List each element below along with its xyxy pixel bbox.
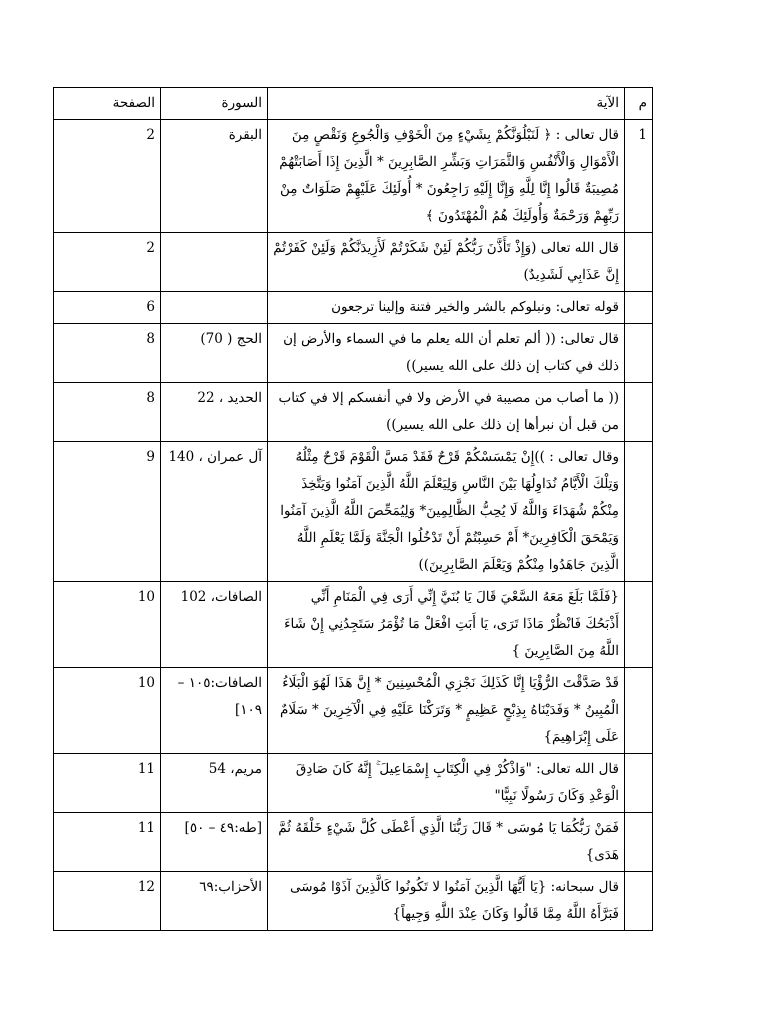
- verse-text: وقال تعالى : ))إِنْ يَمْسَسْكُمْ قَرْحٌ فَقَدْ مَسَّ الْقَوْمَ قَرْحٌ مِثْلُهُ وَتِلْكَ الْأَيَّامُ نُدَاوِلُهَا بَيْنَ النَّاسِ وَلِيَعْلَمَ اللَّهُ الَّذِينَ آمَنُوا وَيَتَّخِذَ مِنْكُمْ شُهَدَاءَ وَاللَّهُ لَا يُحِبُّ الظَّالِمِينَ* وَلِيُمَحِّصَ اللَّهُ الَّذِينَ آمَنُوا وَيَمْحَقَ الْكَافِرِينَ* أَمْ حَسِبْتُمْ أَنْ تَدْخُلُوا الْجَنَّةَ وَلَمَّا يَعْلَمِ اللَّهُ الَّذِينَ جَاهَدُوا مِنْكُمْ وَيَعْلَمَ الصَّابِرِينَ)): [268, 442, 625, 582]
- header-num: م: [625, 88, 653, 120]
- surah-ref: [طه:٤٩ – ٥٠]: [161, 813, 268, 872]
- row-num: [625, 442, 653, 582]
- table-row: [54, 292, 653, 324]
- row-num: [625, 292, 653, 324]
- page-number: 10: [54, 582, 161, 668]
- table-row: [54, 383, 653, 442]
- header-verse: الآية: [268, 88, 625, 120]
- surah-ref: آل عمران ، 140: [161, 442, 268, 582]
- surah-ref: الحديد ، 22: [161, 383, 268, 442]
- row-num: [625, 233, 653, 292]
- table-row: [54, 442, 653, 582]
- row-num: 1: [625, 120, 653, 233]
- verse-text: قال تعالى: (( ألم تعلم أن الله يعلم ما في السماء والأرض إن ذلك في كتاب إن ذلك على الله يسير)): [268, 324, 625, 383]
- page-number: 10: [54, 668, 161, 754]
- page-number: 11: [54, 813, 161, 872]
- verse-text: قال الله تعالى: "وَاذْكُرْ فِي الْكِتَابِ إِسْمَاعِيلَ ۚ إِنَّهُ كَانَ صَادِقَ الْوَعْدِ وَكَانَ رَسُولًا نَبِيًّا": [268, 754, 625, 813]
- table-row: [54, 754, 653, 813]
- table-row: [54, 813, 653, 872]
- page-number: 2: [54, 233, 161, 292]
- row-num: [625, 813, 653, 872]
- row-num: [625, 383, 653, 442]
- surah-ref: [161, 292, 268, 324]
- surah-ref: مريم، 54: [161, 754, 268, 813]
- verse-text: {فَلَمَّا بَلَغَ مَعَهُ السَّعْيَ قَالَ يَا بُنَيَّ إِنِّي أَرَى فِي الْمَنَامِ أَنِّي أَذْبَحُكَ فَانْظُرْ مَاذَا تَرَى، يَا أَبَتِ افْعَلْ مَا تُؤْمَرُ سَتَجِدُنِي إِنْ شَاءَ اللَّهُ مِنَ الصَّابِرِينَ }: [268, 582, 625, 668]
- surah-ref: الحج ( 70): [161, 324, 268, 383]
- table-row: [54, 233, 653, 292]
- verse-text: فَمَنْ رَبُّكُمَا يَا مُوسَى * قَالَ رَبُّنَا الَّذِي أَعْطَى كُلَّ شَيْءٍ خَلْقَهُ ثُمَّ هَدَى}: [268, 813, 625, 872]
- verse-text: قوله تعالى: ونبلوكم بالشر والخير فتنة وإلينا ترجعون: [268, 292, 625, 324]
- page-number: 8: [54, 324, 161, 383]
- surah-ref: البقرة: [161, 120, 268, 233]
- row-num: [625, 754, 653, 813]
- table-row: [54, 872, 653, 931]
- verse-text: (( ما أصاب من مصيبة في الأرض ولا في أنفسكم إلا في كتاب من قبل أن نبرأها إن ذلك على الله يسير)): [268, 383, 625, 442]
- verses-table: [53, 87, 653, 931]
- surah-ref: [161, 233, 268, 292]
- table-row: [54, 324, 653, 383]
- verse-text: قال سبحانه: {يَا أَيُّهَا الَّذِينَ آمَنُوا لا تَكُونُوا كَالَّذِينَ آذَوْا مُوسَى فَبَرَّأَهُ اللَّهُ مِمَّا قَالُوا وَكَانَ عِنْدَ اللَّهِ وَجِيهاً}: [268, 872, 625, 931]
- header-page: الصفحة: [54, 88, 161, 120]
- page-number: 12: [54, 872, 161, 931]
- table-row: [54, 120, 653, 233]
- row-num: [625, 324, 653, 383]
- table-header-row: [54, 88, 653, 120]
- page-number: 9: [54, 442, 161, 582]
- table-row: [54, 582, 653, 668]
- surah-ref: الصافات:١٠٥ – ١٠٩]: [161, 668, 268, 754]
- row-num: [625, 668, 653, 754]
- row-num: [625, 872, 653, 931]
- verse-text: قَدْ صَدَّقْتَ الرُّؤْيَا إِنَّا كَذَلِكَ نَجْزِي الْمُحْسِنِينَ * إِنَّ هَذَا لَهُوَ الْبَلَاءُ الْمُبِينُ * وَفَدَيْنَاهُ بِذِبْحٍ عَظِيمٍ * وَتَرَكْنَا عَلَيْهِ فِي الْآخِرِينَ * سَلَامٌ عَلَى إِبْرَاهِيمَ}: [268, 668, 625, 754]
- verse-text: قال تعالى : ﴿ لَنَبْلُوَنَّكُمْ بِشَيْءٍ مِنَ الْخَوْفِ وَالْجُوعِ وَنَقْصٍ مِنَ الْأَمْوَالِ وَالْأَنْفُسِ وَالثَّمَرَاتِ وَبَشِّرِ الصَّابِرِينَ * الَّذِينَ إِذَا أَصَابَتْهُمْ مُصِيبَةٌ قَالُوا إِنَّا لِلَّهِ وَإِنَّا إِلَيْهِ رَاجِعُونَ * أُولَئِكَ عَلَيْهِمْ صَلَوَاتٌ مِنْ رَبِّهِمْ وَرَحْمَةٌ وَأُولَئِكَ هُمُ الْمُهْتَدُونَ ﴾: [268, 120, 625, 233]
- header-surah: السورة: [161, 88, 268, 120]
- page-number: 2: [54, 120, 161, 233]
- page-number: 8: [54, 383, 161, 442]
- page-number: 11: [54, 754, 161, 813]
- surah-ref: الأحزاب:٦٩: [161, 872, 268, 931]
- row-num: [625, 582, 653, 668]
- surah-ref: الصافات، 102: [161, 582, 268, 668]
- page-number: 6: [54, 292, 161, 324]
- verse-text: قال الله تعالى (وَإِذْ تَأَذَّنَ رَبُّكُمْ لَئِنْ شَكَرْتُمْ لَأَزِيدَنَّكُمْ وَلَئِنْ كَفَرْتُمْ إِنَّ عَذَابِي لَشَدِيدٌ): [268, 233, 625, 292]
- table-row: [54, 668, 653, 754]
